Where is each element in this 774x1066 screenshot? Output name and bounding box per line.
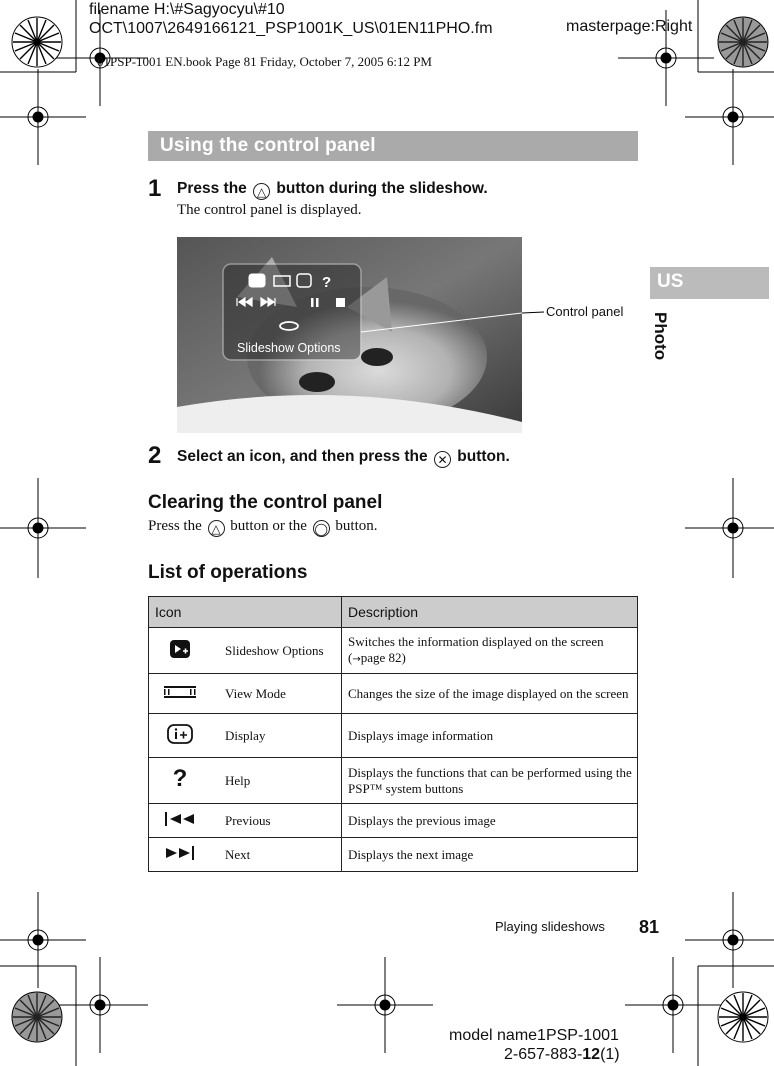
display-info-icon — [149, 714, 212, 758]
step-2-number: 2 — [148, 442, 162, 469]
operations-table — [148, 596, 638, 874]
code-line-post: (1) — [600, 1046, 620, 1063]
table-row — [149, 804, 638, 838]
step-1-text — [177, 180, 488, 200]
row-desc: Displays image information — [342, 714, 638, 758]
table-row — [149, 628, 638, 674]
row-name: Display — [211, 714, 342, 758]
cross-button-icon: ✕ — [434, 451, 451, 468]
clearing-post: button. — [335, 518, 378, 534]
clearing-pre: Press the — [148, 518, 202, 534]
callout-label: Control panel — [546, 304, 624, 319]
row-desc: Displays the functions that can be performed using the PSP™ system buttons — [342, 758, 638, 804]
col-icon-header: Icon — [149, 597, 342, 628]
triangle-button-icon: △ — [208, 520, 225, 537]
table-header-row — [149, 597, 638, 628]
row-name: Help — [211, 758, 342, 804]
row-name: View Mode — [211, 674, 342, 714]
triangle-button-icon: △ — [253, 183, 270, 200]
filename-line-1: filename H:\#Sagyocyu\#10 — [89, 1, 285, 18]
footer-section-name: Playing slideshows — [495, 919, 605, 934]
code-line-pre: 2-657-883- — [504, 1046, 583, 1063]
region-tab — [650, 267, 769, 299]
help-icon: ? — [149, 758, 212, 804]
previous-icon — [149, 804, 212, 838]
circle-button-icon: ◯ — [314, 522, 328, 536]
col-desc-header: Description — [342, 597, 638, 628]
filename-line-2: OCT\1007\2649166121_PSP1001K_US\01EN11PHO.fm — [89, 20, 493, 37]
view-mode-icon — [149, 674, 212, 714]
book-info: 01PSP-1001 EN.book Page 81 Friday, October 7, 2005 6:12 PM — [97, 54, 432, 69]
code-line — [504, 1046, 620, 1064]
model-line: model name1PSP-1001 — [449, 1027, 619, 1044]
step-2-text — [177, 448, 510, 468]
step-1-pre: Press the — [177, 180, 247, 197]
table-row — [149, 674, 638, 714]
step-2-pre: Select an icon, and then press the — [177, 448, 428, 465]
section-title-bar — [148, 131, 638, 161]
step-2-post: button. — [457, 448, 510, 465]
page-number: 81 — [639, 917, 660, 937]
table-row — [149, 714, 638, 758]
callout-line — [522, 306, 544, 318]
page-ref-arrow-icon: → — [352, 653, 361, 665]
row-desc: Displays the next image — [342, 838, 638, 872]
step-1-note: The control panel is displayed. — [177, 202, 362, 218]
table-row — [149, 758, 638, 804]
row-name: Next — [211, 838, 342, 872]
next-icon — [149, 838, 212, 872]
masterpage-label: masterpage:Right — [566, 18, 693, 35]
clearing-text — [148, 518, 378, 537]
slideshow-options-icon — [149, 628, 212, 674]
row-desc-ref: page 82) — [360, 649, 406, 665]
row-name: Previous — [211, 804, 342, 838]
category-label: Photo — [651, 312, 670, 361]
slideshow-screenshot — [177, 237, 522, 433]
clearing-mid: button or the — [230, 518, 307, 534]
row-desc: Displays the previous image — [342, 804, 638, 838]
row-desc: Switches the information displayed on the screen (→page 82) — [342, 628, 638, 674]
section-title: Using the control panel — [160, 135, 376, 156]
row-desc: Changes the size of the image displayed on the screen — [342, 674, 638, 714]
code-line-bold: 12 — [582, 1046, 601, 1063]
row-desc-text: Switches the information displayed on the screen — [348, 633, 604, 649]
step-1-post: button during the slideshow. — [276, 180, 488, 197]
region-label: US — [657, 271, 684, 292]
row-name: Slideshow Options — [211, 628, 342, 674]
step-1-number: 1 — [148, 175, 162, 202]
table-row — [149, 838, 638, 872]
operations-title: List of operations — [148, 562, 308, 583]
header-filename — [89, 0, 493, 38]
panel-caption: Slideshow Options — [237, 341, 341, 355]
clearing-title: Clearing the control panel — [148, 492, 383, 513]
svg-text:?: ? — [322, 274, 332, 291]
